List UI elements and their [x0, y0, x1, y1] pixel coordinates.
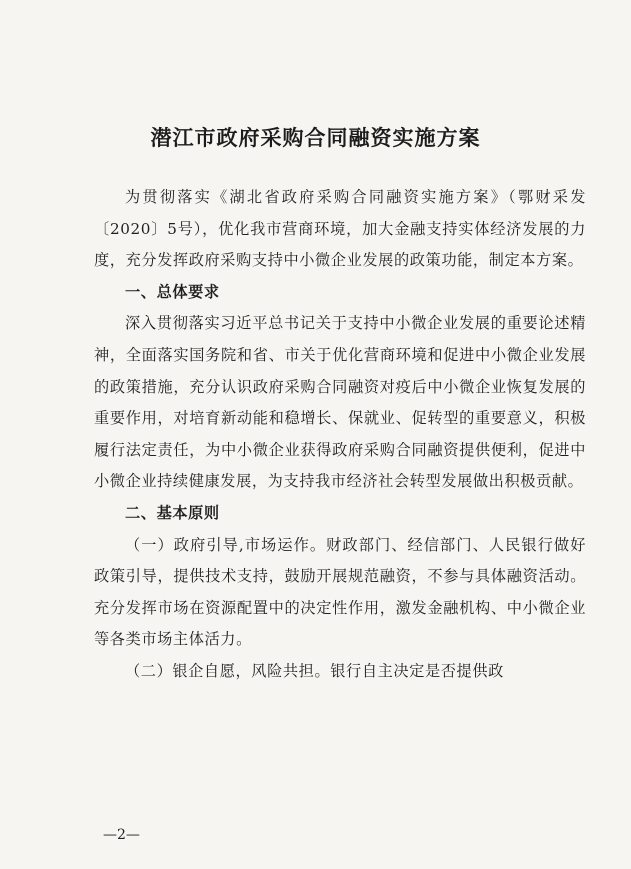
principle-1-lead: （一）政府引导,市场运作。 — [125, 535, 327, 554]
document-title: 潜江市政府采购合同融资实施方案 — [150, 126, 481, 150]
principle-1-text: 财政部门、经信部门、人民银行做好政策引导，提供技术支持，鼓励开展规范融资，不参与具体融资活动。充分发挥市场在资源配置中的决定性作用，激发金融机构、中小微企业等各类市场主体活力。 — [94, 535, 586, 649]
page-number: —2— — [103, 827, 140, 843]
intro-paragraph: 为贯彻落实《湖北省政府采购合同融资实施方案》（鄂财采发〔2020〕5号），优化我市营商环境，加大金融支持实体经济发展的力度，充分发挥政府采购支持中小微企业发展的政策功能，制定本方案。 — [94, 188, 586, 270]
document-body — [94, 182, 586, 688]
section-heading-general-requirements: 一、总体要求 — [125, 282, 220, 301]
principle-paragraph-2 — [94, 656, 586, 688]
principle-paragraph-1 — [94, 530, 586, 656]
section-heading-basic-principles: 二、基本原则 — [125, 503, 220, 522]
principle-2-lead: （二）银企自愿，风险共担。 — [125, 661, 331, 680]
section-paragraph-general-requirements: 深入贯彻落实习近平总书记关于支持中小微企业发展的重要论述精神，全面落实国务院和省、市关于优化营商环境和促进中小微企业发展的政策措施，充分认识政府采购合同融资对疫后中小微企业恢复发展的重要作用，对培育新动能和稳增长、保就业、促转型的重要意义，积极履行法定责任，为中小微企业获得政府采购合同融资提供便利，促进中小微企业持续健康发展，为支持我市经济社会转型发展做出积极贡献。 — [94, 314, 586, 491]
principle-2-text: 银行自主决定是否提供政 — [330, 661, 504, 680]
